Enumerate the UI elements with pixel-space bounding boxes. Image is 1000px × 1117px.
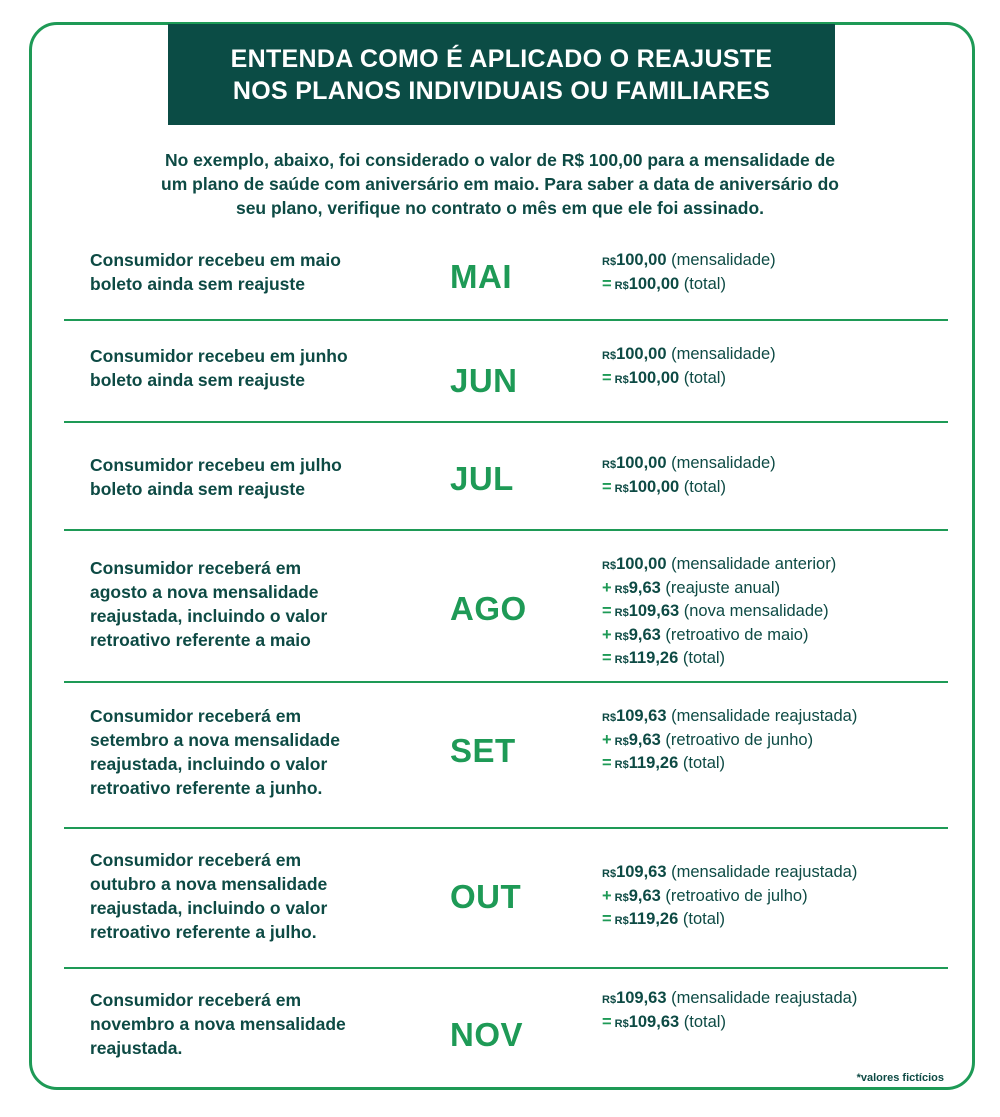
row-description (90, 704, 390, 800)
calc-line (602, 554, 942, 578)
amount-value: 100,00 (616, 345, 667, 363)
operator: = (602, 649, 612, 667)
currency-symbol: R$ (602, 868, 617, 880)
row-description (90, 453, 390, 501)
description-line: Consumidor receberá em (90, 558, 302, 578)
description-line: reajustada. (90, 1038, 183, 1058)
intro-text (120, 148, 880, 220)
calc-line (602, 601, 942, 625)
description-line: agosto a nova mensalidade (90, 582, 319, 602)
month-row (64, 532, 948, 682)
month-label: SET (450, 732, 516, 769)
currency-symbol: R$ (614, 583, 629, 596)
operator: + (602, 886, 612, 905)
calc-line (602, 274, 942, 298)
operator: = (602, 602, 612, 620)
amount-value: 109,63 (628, 1012, 680, 1031)
description-line: Consumidor recebeu em julho (90, 455, 342, 475)
calc-line (602, 862, 942, 886)
amount-note: (total) (683, 1012, 726, 1031)
calc-line (602, 648, 942, 672)
amount-value: 9,63 (628, 625, 661, 644)
calc-line (602, 706, 942, 730)
amount-note: (total) (683, 368, 726, 387)
amount-note: (retroativo de junho) (665, 730, 814, 749)
intro-line-2: um plano de saúde com aniversário em maio. Para saber a data de aniversário do (161, 174, 839, 194)
row-divider (64, 421, 948, 423)
description-line: Consumidor receberá em (90, 990, 302, 1010)
amount-note: (retroativo de maio) (665, 625, 809, 644)
amount-value: 100,00 (616, 251, 667, 269)
title-line-2: NOS PLANOS INDIVIDUAIS OU FAMILIARES (232, 76, 771, 105)
currency-symbol: R$ (614, 891, 629, 904)
currency-symbol: R$ (602, 256, 617, 268)
calc-line (602, 753, 942, 777)
amount-value: 9,63 (628, 886, 661, 905)
calculation (602, 706, 942, 777)
month-row (64, 970, 948, 1070)
amount-value: 100,00 (628, 368, 680, 387)
footnote: *valores fictícios (856, 1072, 944, 1084)
amount-value: 119,26 (628, 910, 679, 928)
calc-line (602, 250, 942, 274)
amount-value: 9,63 (628, 730, 661, 749)
currency-symbol: R$ (614, 915, 629, 927)
description-line: retroativo referente a maio (90, 630, 311, 650)
description-line: boleto ainda sem reajuste (90, 370, 305, 390)
operator: = (602, 477, 612, 496)
row-description (90, 248, 390, 296)
currency-symbol: R$ (614, 607, 629, 619)
intro-line-3: seu plano, verifique no contrato o mês em que ele foi assinado. (235, 198, 765, 218)
currency-symbol: R$ (614, 482, 629, 495)
month-label: OUT (450, 878, 522, 915)
calc-line (602, 453, 942, 477)
calculation (602, 554, 942, 672)
description-line: setembro a nova mensalidade (90, 730, 340, 750)
amount-note: (total) (682, 649, 726, 667)
month-label: JUN (450, 362, 518, 399)
calc-line (602, 477, 942, 501)
description-line: outubro a nova mensalidade (90, 874, 328, 894)
currency-symbol: R$ (614, 1017, 629, 1030)
amount-note: (total) (682, 910, 726, 928)
calc-line (602, 625, 942, 649)
row-divider (64, 681, 948, 683)
month-row (64, 830, 948, 968)
row-divider (64, 529, 948, 531)
amount-note: (mensalidade reajustada) (671, 863, 858, 881)
amount-value: 109,63 (616, 863, 667, 881)
amount-value: 100,00 (616, 454, 667, 472)
currency-symbol: R$ (602, 459, 617, 471)
currency-symbol: R$ (602, 560, 617, 572)
amount-note: (mensalidade) (671, 345, 776, 363)
month-label: JUL (450, 460, 514, 497)
row-description (90, 344, 390, 392)
month-label: MAI (450, 258, 512, 295)
description-line: Consumidor receberá em (90, 850, 302, 870)
row-divider (64, 827, 948, 829)
calc-line (602, 578, 942, 602)
intro-line-1: No exemplo, abaixo, foi considerado o valor de R$ 100,00 para a mensalidade de (164, 150, 836, 170)
title-banner (168, 24, 835, 125)
calculation (602, 453, 942, 500)
currency-symbol: R$ (614, 630, 629, 643)
calculation (602, 988, 942, 1035)
operator: + (602, 625, 612, 644)
month-label: NOV (450, 1016, 524, 1053)
calc-line (602, 344, 942, 368)
description-line: reajustada, incluindo o valor (90, 606, 328, 626)
amount-note: (mensalidade anterior) (671, 555, 837, 573)
description-line: Consumidor receberá em (90, 706, 302, 726)
calc-line (602, 1012, 942, 1036)
row-description (90, 988, 390, 1060)
description-line: retroativo referente a julho. (90, 922, 317, 942)
row-description (90, 556, 390, 652)
currency-symbol: R$ (614, 279, 629, 292)
amount-value: 9,63 (628, 578, 661, 597)
row-divider (64, 319, 948, 321)
currency-symbol: R$ (614, 759, 629, 771)
currency-symbol: R$ (614, 373, 629, 386)
amount-note: (reajuste anual) (665, 578, 781, 597)
amount-value: 109,63 (616, 989, 667, 1007)
amount-note: (total) (683, 274, 726, 293)
currency-symbol: R$ (614, 735, 629, 748)
amount-value: 109,63 (616, 707, 667, 725)
month-row (64, 424, 948, 530)
calculation (602, 862, 942, 933)
description-line: boleto ainda sem reajuste (90, 479, 305, 499)
amount-value: 100,00 (628, 274, 680, 293)
operator: = (602, 754, 612, 772)
currency-symbol: R$ (614, 654, 629, 666)
operator: = (602, 274, 612, 293)
amount-value: 119,26 (628, 649, 679, 667)
amount-note: (mensalidade reajustada) (671, 989, 858, 1007)
calc-line (602, 988, 942, 1012)
amount-value: 100,00 (628, 477, 680, 496)
description-line: reajustada, incluindo o valor (90, 754, 328, 774)
calc-line (602, 886, 942, 910)
calc-line (602, 368, 942, 392)
amount-note: (total) (683, 477, 726, 496)
calc-line (602, 909, 942, 933)
amount-note: (mensalidade) (671, 251, 776, 269)
month-row (64, 244, 948, 320)
currency-symbol: R$ (602, 712, 617, 724)
month-row (64, 322, 948, 422)
amount-value: 109,63 (628, 602, 680, 620)
row-description (90, 848, 390, 944)
calculation (602, 344, 942, 391)
operator: + (602, 578, 612, 597)
amount-value: 119,26 (628, 754, 679, 772)
operator: = (602, 910, 612, 928)
amount-value: 100,00 (616, 555, 667, 573)
amount-note: (total) (682, 754, 726, 772)
currency-symbol: R$ (602, 350, 617, 362)
operator: = (602, 1012, 612, 1031)
operator: = (602, 368, 612, 387)
amount-note: (mensalidade reajustada) (671, 707, 858, 725)
month-row (64, 684, 948, 828)
month-label: AGO (450, 590, 527, 627)
amount-note: (nova mensalidade) (683, 602, 829, 620)
description-line: Consumidor recebeu em maio (90, 250, 341, 270)
description-line: Consumidor recebeu em junho (90, 346, 348, 366)
operator: + (602, 730, 612, 749)
amount-note: (retroativo de julho) (665, 886, 808, 905)
calc-line (602, 730, 942, 754)
amount-note: (mensalidade) (671, 454, 776, 472)
title-line-1: ENTENDA COMO É APLICADO O REAJUSTE (230, 44, 773, 73)
currency-symbol: R$ (602, 994, 617, 1006)
description-line: reajustada, incluindo o valor (90, 898, 328, 918)
row-divider (64, 967, 948, 969)
description-line: novembro a nova mensalidade (90, 1014, 346, 1034)
description-line: retroativo referente a junho. (90, 778, 323, 798)
calculation (602, 250, 942, 297)
description-line: boleto ainda sem reajuste (90, 274, 305, 294)
